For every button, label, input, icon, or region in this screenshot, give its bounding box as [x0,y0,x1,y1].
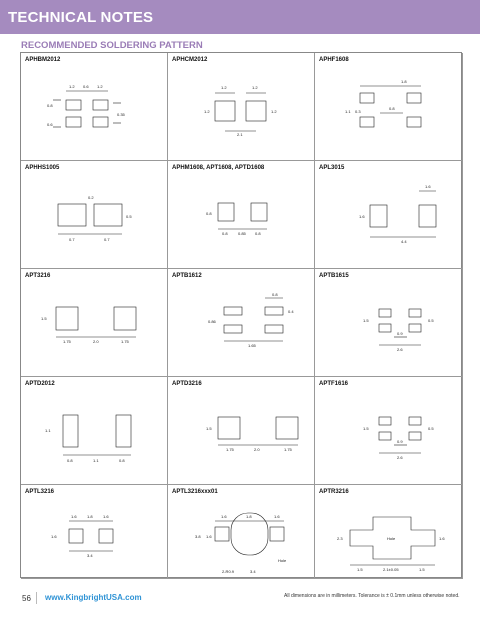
pad [251,203,267,221]
pad [409,432,421,440]
dimension-label: 0.86 [208,319,216,324]
dimension-label: 2.1 [237,132,243,137]
cell-apt3216 [21,269,168,377]
cell-apl3015 [315,161,463,269]
pad [224,325,242,333]
dimension-label: 3.4 [87,553,93,558]
dimension-label: 1.5 [363,318,369,323]
dimension-label: 2.0 [93,339,99,344]
dimension-label: Hole [278,558,287,563]
pattern-drawing [315,485,463,579]
dimension-label: Hole [387,536,396,541]
pad [218,417,240,439]
pattern-drawing [315,161,463,269]
dimension-label: 1.5 [206,426,212,431]
dimension-label: 1.6 [103,514,109,519]
cell-label: APT3216 [25,273,51,279]
cell-aptd2012 [21,377,168,485]
pad [93,117,108,127]
dimension-label: 1.2 [221,85,227,90]
dimension-label: 2.6 [397,347,403,352]
dimension-label: 0.7 [69,237,75,242]
page-number: 56 [22,594,31,603]
dimension-label: 1.2 [252,85,258,90]
pattern-drawing [168,161,315,269]
dimension-label: 1.1 [93,458,99,463]
dimension-label: 0.7 [104,237,110,242]
dimension-label: 1.2 [204,109,210,114]
cell-aptd3216 [168,377,315,485]
dimension-label: 1.75 [121,339,129,344]
cell-label: APTF1616 [319,381,349,387]
pad [215,101,235,121]
dimension-label: 1.6 [359,214,365,219]
cell-aphhs1005 [21,161,168,269]
cell-label: APHM1608, APT1608, APTD1608 [172,165,265,171]
pattern-drawing [21,377,168,485]
cell-aphm1608 [168,161,315,269]
cell-label: APHHS1005 [25,165,60,171]
dimension-label: 1.6 [274,514,280,519]
dimension-label: 0.5 [428,426,434,431]
dimension-label: 0.8 [119,458,125,463]
dimension-label: 4.4 [401,239,407,244]
cell-label: APL3015 [319,165,345,171]
dimension-label: 1.6 [425,184,431,189]
cell-aptl3216xxx01 [168,485,315,579]
pad [379,324,391,332]
cell-aptb1615 [315,269,463,377]
pattern-drawing [168,377,315,485]
pad [224,307,242,315]
cell-aphf1608 [315,53,463,161]
dimension-label: 1.75 [63,339,71,344]
pad [63,415,78,447]
pad [116,415,131,447]
dimension-label: 0.5 [126,214,132,219]
pad [218,203,234,221]
header-title: TECHNICAL NOTES [8,9,154,26]
pad [370,205,387,227]
dimension-label: 1.2 [69,84,75,89]
pad [419,205,436,227]
dimension-label: 1.75 [284,447,292,452]
pattern-drawing [21,485,168,579]
pattern-drawing [168,485,315,579]
pad [215,527,229,541]
pad [276,417,298,439]
pad [409,417,421,425]
dimension-label: 1.2 [97,84,103,89]
pad [58,204,86,226]
pad [265,325,283,333]
website-link[interactable]: www.KingbrightUSA.com [45,593,142,602]
pad [265,307,283,315]
pad [99,529,113,543]
page-header [0,0,480,34]
cell-aptb1612 [168,269,315,377]
dimension-label: 0.9 [397,439,403,444]
pad [69,529,83,543]
dimension-label: 0.8 [272,292,278,297]
cell-label: APTB1612 [172,273,202,279]
pattern-drawing [21,269,168,377]
pattern-drawing [315,53,463,161]
dimension-label: 0.5 [428,318,434,323]
cell-aptl3216 [21,485,168,579]
dimension-label: 2.6 [397,455,403,460]
dimension-label: 0.8 [67,458,73,463]
dimension-label: 2.3 [337,536,343,541]
pattern-drawing [315,269,463,377]
pad [407,117,421,127]
dimension-label: 0.6 [47,122,53,127]
dimension-label: 0.8 [255,231,261,236]
footer-divider [36,592,37,604]
cell-aphcm2012 [168,53,315,161]
dimension-label: 0.8 [206,211,212,216]
pattern-drawing [315,377,463,485]
dimension-label: 0.2 [88,195,94,200]
cell-label: APTL3216xxx01 [172,489,218,495]
section-title: RECOMMENDED SOLDERING PATTERN [21,40,203,51]
dimension-label: 1.75 [226,447,234,452]
pad [360,93,374,103]
pad [360,117,374,127]
pad [66,100,81,110]
cell-label: APTR3216 [319,489,349,495]
dimension-label: 2.1±0.05 [383,567,399,572]
dimension-label: 3.4 [250,569,256,574]
pad [270,527,284,541]
cell-label: APHF1608 [319,57,349,63]
dimension-label: 1.1 [45,428,51,433]
pad [409,309,421,317]
dimension-label: 1.1 [345,109,351,114]
dimension-label: 0.8 [389,106,395,111]
hole-outline [231,513,268,555]
pattern-drawing [168,53,315,161]
pad [379,309,391,317]
dimension-label: 1.6 [221,514,227,519]
dimension-label: 0.4 [288,309,294,314]
pattern-drawing [21,53,168,161]
dimension-label: 1.2 [271,109,277,114]
dimension-label: 1.5 [41,316,47,321]
cell-aphbm2012 [21,53,168,161]
dimension-label: 1.8 [401,79,407,84]
cell-aptr3216 [315,485,463,579]
pad [93,100,108,110]
cell-label: APTD2012 [25,381,55,387]
pad [379,417,391,425]
dimension-label: 1.5 [357,567,363,572]
dimension-label: 0.8 [222,231,228,236]
pad [407,93,421,103]
cell-label: APTB1615 [319,273,349,279]
dimension-label: 1.6 [71,514,77,519]
dimension-label: 1.8 [246,514,252,519]
dimension-label: 0.6 [83,84,89,89]
dimension-label: 2-R0.9 [222,569,235,574]
pad [379,432,391,440]
dimension-label: 0.9 [397,331,403,336]
dimension-label: 1.6 [51,534,57,539]
pad [56,307,78,330]
dimension-label: 1.5 [419,567,425,572]
cell-label: APTL3216 [25,489,55,495]
pattern-grid [20,52,462,578]
dimension-label: 1.8 [87,514,93,519]
dimension-label: 0.85 [238,231,246,236]
pad [66,117,81,127]
cell-aptf1616 [315,377,463,485]
pad [246,101,266,121]
dimension-label: 0.3 [355,109,361,114]
pad [94,204,122,226]
dimension-note: All dimensions are in millimeters. Tolerance is ± 0.1mm unless otherwise noted. [284,593,460,599]
dimension-label: 1.6 [439,536,445,541]
pattern-drawing [168,269,315,377]
dimension-label: 1.6 [206,534,212,539]
dimension-label: 0.8 [47,103,53,108]
cell-label: APHCM2012 [172,57,208,63]
dimension-label: 1.5 [363,426,369,431]
dimension-label: 2.0 [254,447,260,452]
dimension-label: 1.65 [248,343,256,348]
cell-label: APHBM2012 [25,57,61,63]
pad [409,324,421,332]
pad [114,307,136,330]
dimension-label: 0.35 [117,112,125,117]
cell-label: APTD3216 [172,381,202,387]
pattern-drawing [21,161,168,269]
dimension-label: 3.8 [195,534,201,539]
